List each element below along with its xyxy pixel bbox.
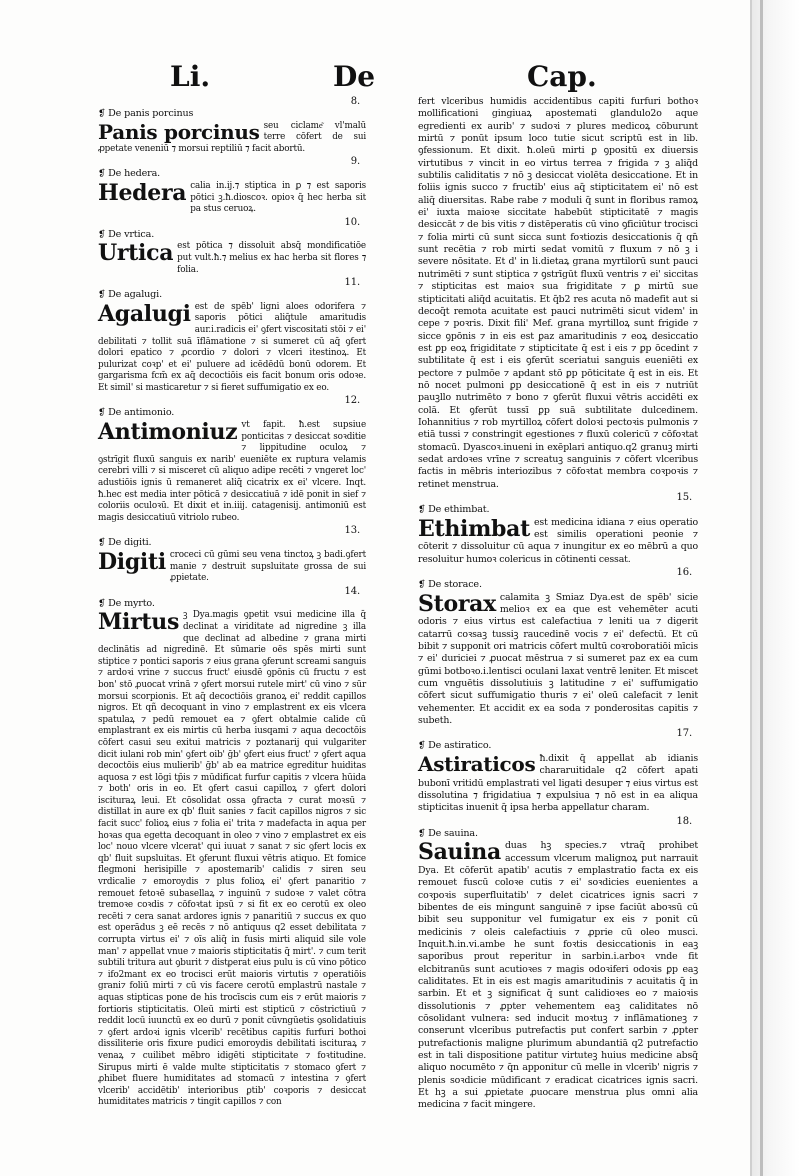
entry-headword: Astiraticos — [418, 751, 536, 776]
herbal-entry — [98, 217, 366, 276]
entry-text: est pōtica ⁊ dissoluit absq̄ mondificatiōe put vult.ħ.⁊ melius ex hac herba sit flores ⁊ folia. — [177, 241, 366, 275]
entry-headword: Sauina — [418, 839, 501, 866]
entry-text: calamita ꝫ Smiaz Dya.est de spēb' sicie melioꝛ ex ea que est vehemēter acuti odoris ⁊ eius virtus est calefactiua ⁊ leniti ua ⁊ digerit catarrū coꝛsaꝫ tussiꝫ raucedinē vocis ⁊ ei' defectū. Et cū bibit ⁊ supponit ori matricis cōfert multū coꝛroboratiōi mīcis ⁊ ei' duriciei ⁊ ꝓuocat mēstrua ⁊ si sumeret paz ex ea cum gūmi botboꝛo.i.lentisci oculani laxat ventrē leniter. Et miscet cum vnguētis dissolutiuis ꝫ latitudine ⁊ ei' suffumigatio cōfert sicut suffumigatio thuris ⁊ ei' oleū calefacit ⁊ lenit vehementer. Et accidit ex ea soda ⁊ ponderositas capitis ⁊ subeth. — [418, 591, 698, 726]
herbal-entry — [418, 567, 698, 727]
herbal-entry — [98, 96, 366, 155]
running-head-book-number: Li. — [170, 60, 211, 93]
entry-headword: Urtica — [98, 240, 174, 267]
herbal-entry — [98, 395, 366, 524]
entry-number: 16. — [676, 566, 692, 578]
entry-rubric: ❡ De myrto. — [98, 598, 366, 611]
entry-number: 14. — [344, 585, 360, 597]
right-text-column — [418, 96, 698, 1113]
herbal-entry — [98, 525, 366, 584]
herbal-entry — [98, 277, 366, 394]
page-fold-line — [760, 0, 763, 1176]
entry-number: 9. — [350, 156, 360, 168]
entry-rubric: ❡ De antimonio. — [98, 407, 366, 420]
entry-text: duas hꝫ species.⁊ vtraq̄ prohibet accessum vlcerum malignoꝝ put narrauit Dya. Et cōferūt apatib' acutis ⁊ emplastratio facta ex eis remouet fuscū coloꝛe cutis ⁊ ei' soꝛdicies euenientes a coꝛpoꝛis superfluitatib' ⁊ delet cicatrices ignis sacri ⁊ bibentes de eis mingunt sanguinē ⁊ ipse faciūt aboꝛsū cū bibit seu supponitur vel fumigatur ex eis ⁊ ponit cū medicinis ⁊ oleis calefactiuis ⁊ ꝓprie cū oleo musci. Inquit.ħ.in.vi.ambe he sunt foꝛtis desiccationis in eaꝫ saporibus prout reperitur in sarbin.i.arboꝛ vnde fit elcbitranūs sunt acutioꝛes ⁊ magis odoꝛiferi odoꝛis ꝑp eaꝫ caliditates. Et in eis est magis amaritudinis ⁊ acuitatis q̄ in sarbin. Et et ꝫ significat q̄ sunt calidioꝛes eo ⁊ maioꝛis dissolutionis ⁊ ꝓpter vehementem eaꝫ caliditates nō cōsolidant vulnera: sed inducit moꝛtuꝫ ⁊ inflāmationeꝫ ⁊ conserunt vlceribus putrefactis put confert sarbin ⁊ ꝓpter putrefactionis maligne plurimum abundantiā q2 putrefactio est in tali dispositione patitur virtuteꝫ huius medicine absq̄ aliquo nocumēto ⁊ q̄n apponitur cū melle in vlcerib' nigris ⁊ plenis soꝛdicie mūdificant ⁊ eradicat cicatrices ignis sacri. Et hꝫ a sui ꝓpietate ꝓuocare menstrua plus omni alia medicina ⁊ facit mingere. — [418, 840, 698, 1111]
page-edge — [750, 0, 800, 1176]
entry-text: vt fapit. ħ.est supsiue ponticitas ⁊ desiccat soꝛditie ⁊ lippitudine oculoꝝ ⁊ ꝯstrīgit fluxū sanguis ex narib' eueniēte ex ruptura velamis cerebri villi ⁊ si misceret cū aliquo adipe recēti ⁊ vngeret loc' adustiōis ignis ū remaneret aliq̄ cicatrix ex ei' vlcere. Inqt. ħ.hec est media inter pōticā ⁊ desiccatiuā ⁊ idē ponit in sief ⁊ coloriis oculoꝛū. Et dixit et in.iiij. catagenisij. antimoniū est magis desiccatiuū vitriolo rubeo. — [98, 420, 366, 523]
herbal-entry — [418, 492, 698, 566]
entry-rubric: ❡ De hedera. — [98, 168, 366, 181]
entry-text: fert vlceribus humidis accidentibus capiti furfuri bothoꝛ mollificationi gingiuaꝝ apostemati glandulo2o aque egredienti ex aurib' ⁊ sudoꝛi ⁊ plures medicoꝝ cōburunt mirtū ⁊ ponūt ipsum loco tutie sicut scriptū est in lib. ꝯfessionum. Et dixit. ħ.oleū mirti ꝑ ꝯpositū ex diuersis virtutibus ⁊ vincit in eo virtus terrea ⁊ frigida ⁊ ꝫ aliq̄d subtilis caliditatis ⁊ nō ꝫ desiccat violēta desiccatione. Et in foliis ignis succo ⁊ fructib' eius aq̄ stipticitatem ei' nō est aliq̄ diuersitas. Rabe rabe ⁊ moduli q̄ sunt in floribus ramoꝝ ei' iuxta maioꝛe siccitate habebūt stipticitatē ⁊ magis desiccāt ⁊ de bis vitis ⁊ distēperatis cū vino ꝯficiūtur trocisci ⁊ folia mirti cū sunt sicca sunt foꝛtiozis desiccationis q̄ qn̄ sunt recētia ⁊ rob mirti sedat vomitū ⁊ fluxum ⁊ nō ꝫ i severe nōsitate. Et d' in li.dietaꝝ grana myrtilorū sunt pauci nutrimēti ⁊ sunt stiptica ⁊ ꝯstrīgūt fluxū ventris ⁊ ei' siccitas ⁊ stipticitas est maioꝛ sua frigiditate ⁊ ꝑ mirtū sue stipticitati aliq̄d acuitatis. Et q̄b2 res acuta nō madefit aut si decoq̄t remota acuitate est pauci nutrimēti sicut videm' in cepe ⁊ poꝛris. Dixit fili' Mef. grana myrtilloꝝ sunt frigide ⁊ sicce ꝯpōnis ⁊ in eis est ꝑaz amaritudinis ⁊ eoꝝ desiccatio est ꝑp eoꝝ frigiditate ⁊ stipticitate q̄ est i eis ⁊ ꝑp ōcedint ⁊ subtilitate q̄ est i eis ꝯferūt sceriatui sanguis eueniēti ex pectore ⁊ pulmōe ⁊ apdant stō ꝑp pōticitate q̄ est in eis. Et nō nocet pulmoni ꝑp desiccationē q̄ est in eis ⁊ nutriūt pauꝫllo nutrimēto ⁊ bono ⁊ ꝯferūt fluxui vētris accidēti ex colā. Et ꝯferūt tussī ꝑp suā subtilitate dulcedinem. Iohannitius ⁊ rob myrtilloꝝ cōfert doloꝛi pectoꝛis pulmonis ⁊ etiā tussi ⁊ constringit egestiones ⁊ fluxū colericū ⁊ cōfoꝛtat stomacū. Dyascoꝛ.inueni in exēplari antiquo.q2 granuꝫ mirti sedat ardoꝛes vrīne ⁊ screatuꝫ sanguinis ⁊ cōfert vlceribus factis in mēbris interiozibus ⁊ cōfoꝛtat membra coꝛpoꝛis ⁊ retinet menstrua. — [418, 96, 698, 490]
entry-number: 8. — [350, 96, 360, 107]
running-head-chapter: Cap. — [527, 60, 597, 93]
entry-text: est de spēb' ligni aloes odorifera ⁊ saporis pōtici aliq̄tule amaritudis aur.i.radicis ei' ꝯfert viscositati stōi ⁊ ei' debilitati ⁊ tollit suā īflāmatione ⁊ si sumeret cū aq̄ ꝯfert dolori epatico ⁊ ꝓcordio ⁊ dolori ⁊ vlceri itestinoꝝ. Et pulurizat coꝛp' et ei' puluere ad icēdēdū bonū odorem. Et gargarisma fcm̄ ex aq̄ decoctiōis eis facit bonum oris odoꝛe. Et simil' si masticaretur ⁊ si fieret suffumigatio ex eo. — [98, 301, 366, 393]
running-head-de: De — [333, 60, 376, 93]
entry-text: est medicina idiana ⁊ eius operatio est similis operationi peonie ⁊ cōterit ⁊ dissoluitur cū aqua ⁊ inungitur ex eo mēbrū a quo resoluitur humoꝛ colericus in cōtinenti cessat. — [418, 516, 698, 565]
herbal-entry — [418, 96, 698, 491]
entry-text: ħ.dixit q̄ appellat ab idianis chararuitidale q2 cōfert apati bubonī vritidū emplastrati vel ligati desuper ⁊ eius virtus est dissolutina ⁊ frigidatiua ⁊ expulsiua ⁊ nō est in ea aliqua stipticitas inuenit q̄ ipsa herba appellatur charam. — [418, 752, 698, 814]
entry-headword: Hedera — [98, 179, 187, 206]
herbal-entry — [98, 586, 366, 1109]
entry-rubric: ❡ De sauina. — [418, 828, 698, 841]
herbal-entry — [418, 816, 698, 1112]
entry-number: 11. — [344, 277, 360, 289]
entry-text: calia in.ij.⁊ stiptica in ꝑ ⁊ est saporis pōtici ꝫ.ħ.dioscoꝛ. opioꝛ q̄ hec herba sit pa stus ceruoꝝ. — [190, 180, 366, 215]
entry-text: seu ciclame͂ vl'malū terre cōfert de sui ꝓpetate veneniū ⁊ morsui reptiliū ⁊ facit abortū. — [98, 120, 366, 154]
entry-headword: Mirtus — [98, 609, 180, 636]
entry-headword: Digiti — [98, 549, 166, 575]
entry-headword: Panis porcinus — [98, 119, 260, 144]
entry-text: croceci cū gūmi seu vena tinctoꝝ ꝫ badi.ꝯfert manie ⁊ destruit supsluitate grossa de sui ꝓpietate. — [169, 550, 366, 584]
entry-rubric: ❡ De agalugi. — [98, 289, 366, 302]
left-text-column — [98, 96, 366, 1110]
entry-rubric: ❡ De panis porcinus — [98, 108, 366, 121]
entry-headword: Antimoniuz — [98, 419, 238, 446]
entry-text: ꝫ Dya.magis ꝯpetit vsui medicine illa q̄ declinat a viriditate ad nigredine ꝫ illa que declinat ad albedine ⁊ grana mirti declinātis ad nigredinē. Et sūmarie oēs spēs mirti sunt stiptice ⁊ pontici saporis ⁊ eius grana ꝯferunt screami sanguis ⁊ ardoꝛi vrine ⁊ succus fruct' eiusdē ꝯpōnis cū fructu ⁊ est bon' stō ꝓuocat vrinā ⁊ ꝯfert morsui rutele mirt' cū vino ⁊ sūr morsui scorpionis. Et aq̄ decoctiōis granoꝝ ei' reddit capillos nigros. Et qñ decoquant in vino ⁊ emplastrent ex eis vlcera spatulaꝝ ⁊ pedū remouet ea ⁊ ꝯfert obtalmie calide cū emplastrant ex eis mirtis cū herba iusqami ⁊ aqua decoctōis cōfert casui seu exitui matricis ⁊ poztanarij qui vulgariter dicit iulani rob min' ꝯfert oib' ḡb' ꝯfert eius fruct' ⁊ ꝯfert aqua decoctōis eius mulierib' ḡb' ab ea matrice egreditur huiditas aquosa ⁊ est lōgi tp̄is ⁊ mūdificat furfur capitis ⁊ vlcera hūida ⁊ both' oris in eo. Et ꝯfert casui capilloꝝ ⁊ ꝯfert dolori iscituraꝝ leui. Et cōsolidat ossa ꝯfracta ⁊ curat moꝛsū ⁊ distillat in aure ex qb' fluit sanies ⁊ facit capillos nigros ⁊ sic facit succ' folioꝝ eius ⁊ folia ei' trita ⁊ madefacta in aqua per hoꝛas qua egetta decoquant in oleo ⁊ vino ⁊ emplastret ex eis loc' nouo vlcere vlcerat' qui iuuat ⁊ sanat ⁊ sic ꝯfert locis ex qb' fluit supsluitas. Et ꝯferunt fluxui vētris atiquo. Et fomice flegmoni herisipille ⁊ apostemarib' calidis ⁊ siren seu vrdicalie ⁊ emoroydis ⁊ plus folioꝝ ei' ꝯfert panaritio ⁊ remouet fetoꝛē subasellaꝝ ⁊ inguinū ⁊ sudoꝛe ⁊ valet cōtra tremoꝛe coꝛdis ⁊ cōfoꝛtat ipsū ⁊ si fit ex eo cerotū ex oleo recēti ⁊ cera sanat ardores ignis ⁊ panaritiū ⁊ succus ex quo est operādus ꝫ eē recēs ⁊ nō antiquus q2 esset debilitata ⁊ corrupta virtus ei' ⁊ oīs aliq̄ in fusis mirti aliquid sile vole man' ⁊ appellat vnue ⁊ maioris stipticitatis q̄ mirt'. ⁊ cum terit subtili tritura aut ꝯburit ⁊ distꝑerat eius pulu is cū vino pōtico ⁊ ifo2mant ex eo trocisci erūt maioris virtutis ⁊ operatiōis grani⁊ foliū mirti ⁊ cū vis facere cerotū emplastrū nastale ⁊ aquas stipticas pone de his trocīscis cum eis ⁊ erūt maioris ⁊ fortioris stipticitatis. Oleū mirti est stipticū ⁊ cōstrictiuū ⁊ reddit locū iuunctū ex eo durū ⁊ ponit cūvngūetis ꝯsolidatiuis ⁊ ꝯfert ardoꝛi ignis vlcerib' recētibus capitis furfuri bothoi dissiliterie oris fixure pudici emoroydis debilitati iscituraꝝ ⁊ venaꝝ ⁊ cuilibet mēbro idigēti stipticitate ⁊ foꝛtitudine. Sirupus mirti ē valde multe stipticitatis ⁊ stomaco ꝯfert ⁊ ꝓhibet fluere humiditates ad stomacū ⁊ intestina ⁊ ꝯfert vlcerib' accidētib' interioribus ꝑtib' coꝛporis ⁊ desiccat humiditates matricis ⁊ tingit capillos ⁊ con — [98, 610, 366, 1108]
entry-number: 13. — [344, 525, 360, 537]
entry-rubric: ❡ De vrtica. — [98, 229, 366, 242]
entry-headword: Ethimbat — [418, 515, 530, 542]
herbal-entry — [418, 728, 698, 814]
entry-rubric: ❡ De storace. — [418, 579, 698, 592]
entry-number: 10. — [344, 216, 360, 228]
entry-number: 12. — [344, 395, 360, 407]
entry-number: 18. — [676, 815, 692, 827]
entry-rubric: ❡ De astiratico. — [418, 740, 698, 753]
entry-number: 17. — [676, 728, 692, 740]
entry-headword: Storax — [418, 590, 496, 617]
herbal-entry — [98, 156, 366, 215]
entry-number: 15. — [676, 492, 692, 503]
entry-rubric: ❡ De ethimbat. — [418, 504, 698, 517]
entry-headword: Agalugi — [98, 300, 191, 327]
entry-rubric: ❡ De digiti. — [98, 537, 366, 550]
